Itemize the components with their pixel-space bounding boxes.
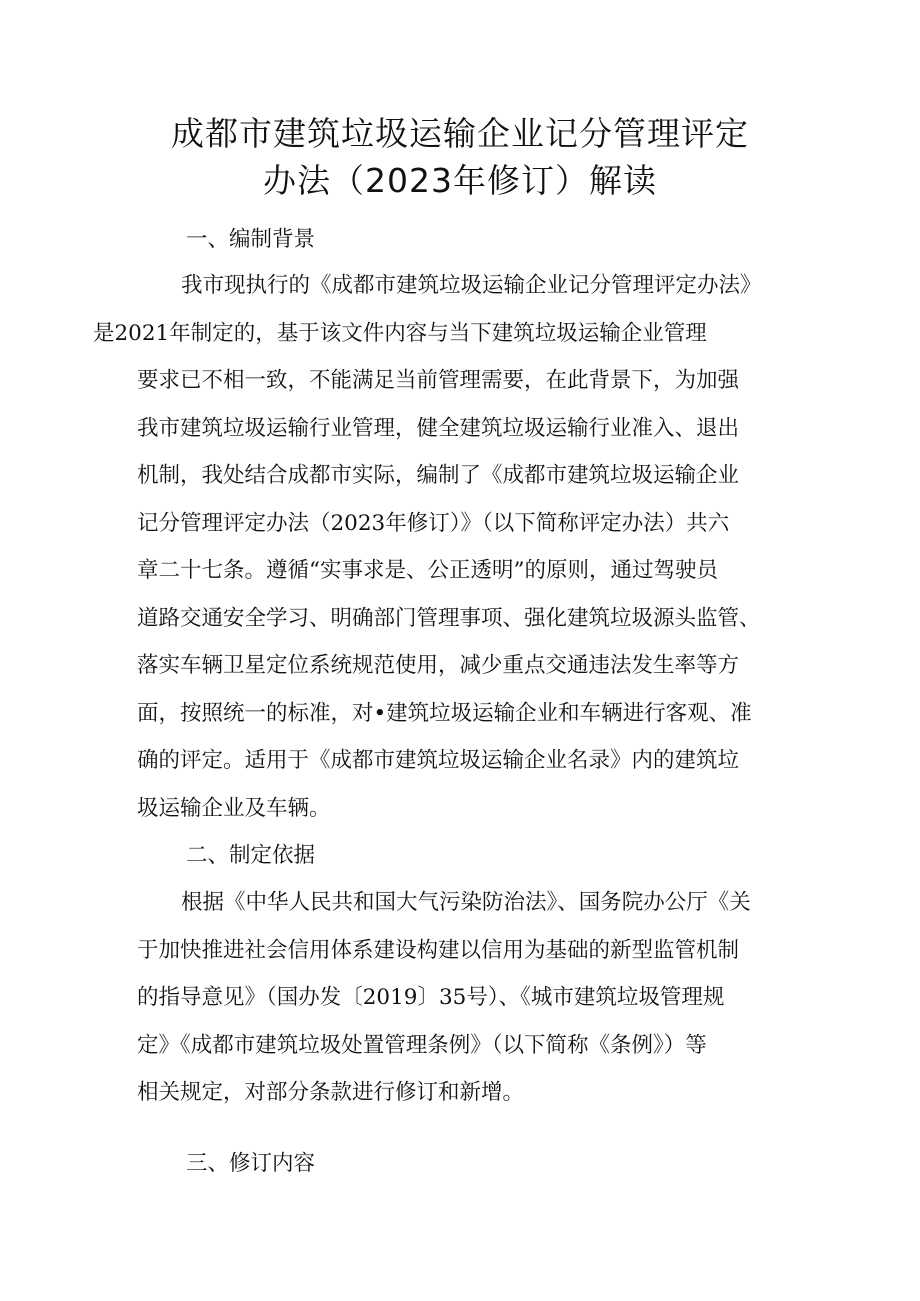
paragraph-line: 的指导意见》（国办发〔2019〕35号）、《城市建筑垃圾管理规 <box>137 985 725 1010</box>
paragraph-line: 记分管理评定办法（2023年修订）》（以下简称评定办法）共六 <box>137 510 730 536</box>
paragraph-line: 圾运输企业及车辆。 <box>137 795 331 821</box>
paragraph-line: 我市现执行的《成都市建筑垃圾运输企业记分管理评定办法》 <box>181 273 762 298</box>
paragraph-line: 道路交通安全学习、明确部门管理事项、强化建筑垃圾源头监管、 <box>137 605 761 631</box>
section-heading-revision: 三、修订内容 <box>186 1151 316 1176</box>
paragraph-line: 相关规定，对部分条款进行修订和新增。 <box>137 1080 525 1105</box>
document-title-line-1: 成都市建筑垃圾运输企业记分管理评定 <box>171 114 749 153</box>
paragraph-line: 章二十七条。遵循“实事求是、公正透明”的原则，通过驾驶员 <box>137 558 718 583</box>
paragraph-line: 确的评定。适用于《成都市建筑垃圾运输企业名录》内的建筑垃 <box>137 748 740 773</box>
section-paragraph-basis <box>137 879 797 1117</box>
section-paragraph-background <box>93 262 797 832</box>
paragraph-line: 要求已不相一致，不能满足当前管理需要，在此背景下，为加强 <box>137 368 740 393</box>
section-heading-basis: 二、制定依据 <box>186 843 316 868</box>
document-title-line-2: 办法（2023年修订）解读 <box>263 161 657 200</box>
paragraph-line: 落实车辆卫星定位系统规范使用，减少重点交通违法发生率等方 <box>137 653 740 678</box>
paragraph-line: 于加快推进社会信用体系建设构建以信用为基础的新型监管机制 <box>137 937 740 963</box>
section-heading-background: 一、编制背景 <box>186 227 316 252</box>
paragraph-line: 面，按照统一的标准，对•建筑垃圾运输企业和车辆进行客观、准 <box>137 700 752 726</box>
paragraph-line: 机制，我处结合成都市实际，编制了《成都市建筑垃圾运输企业 <box>137 463 740 488</box>
paragraph-line: 定》《成都市建筑垃圾处置管理条例》（以下简称《条例》）等 <box>137 1032 707 1058</box>
paragraph-line: 我市建筑垃圾运输行业管理，健全建筑垃圾运输行业准入、退出 <box>137 415 740 441</box>
paragraph-line: 是2021年制定的，基于该文件内容与当下建筑垃圾运输企业管理 <box>93 320 707 346</box>
paragraph-line: 根据《中华人民共和国大气污染防治法》、国务院办公厅《关 <box>181 890 751 915</box>
